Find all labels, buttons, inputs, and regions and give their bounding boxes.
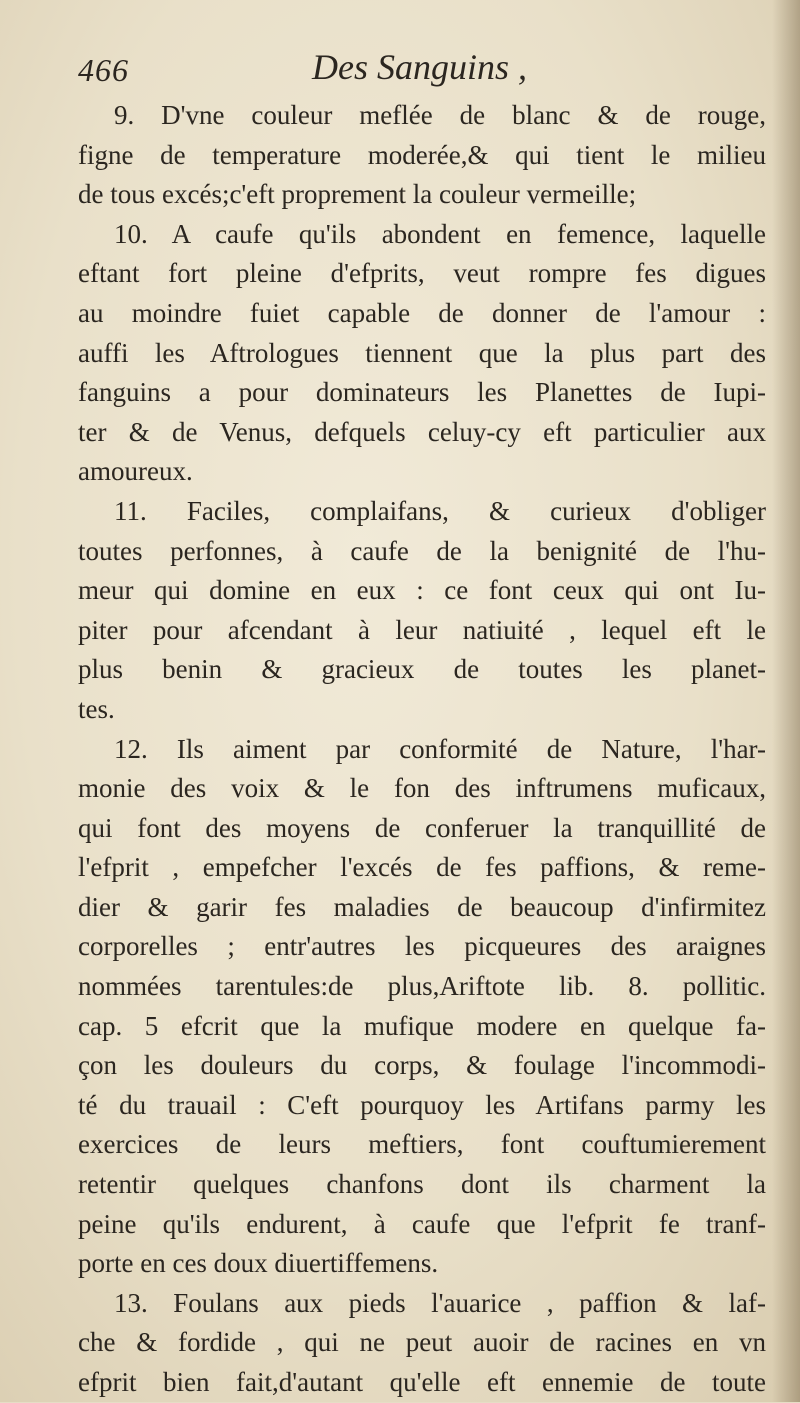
- text-line: corporelles ; entr'autres les picqueures des araignes: [78, 931, 766, 962]
- text-line: toutes perfonnes, à caufe de la benignité de l'hu-: [78, 535, 766, 566]
- text-line: figne de temperature moderée,& qui tient le milieu: [78, 139, 766, 170]
- text-line: piter pour afcendant à leur natiuité , lequel eft le: [78, 614, 766, 645]
- text-line: amoureux.: [78, 456, 193, 487]
- page-edge-shadow: [772, 0, 800, 1402]
- text-line: exercices de leurs meftiers, font couftumierement: [78, 1129, 766, 1160]
- text-line: cap. 5 efcrit que la mufique modere en quelque fa-: [78, 1010, 766, 1041]
- text-line: porte en ces doux diuertiffemens.: [78, 1248, 439, 1279]
- text-line: 13. Foulans aux pieds l'auarice , paffion & laf-: [114, 1287, 766, 1318]
- text-line: au moindre fuiet capable de donner de l'amour :: [78, 297, 766, 328]
- running-head: Des Sanguins ,: [312, 47, 527, 87]
- text-line: 9. D'vne couleur meflée de blanc & de rouge,: [114, 100, 766, 130]
- text-line: peine qu'ils endurent, à caufe que l'efprit fe tranf-: [78, 1208, 766, 1239]
- text-line: 10. A caufe qu'ils abondent en femence, laquelle: [114, 218, 766, 249]
- text-line: auffi les Aftrologues tiennent que la plus part des: [78, 337, 766, 368]
- body-text: [78, 96, 766, 1403]
- text-line: tes.: [78, 693, 115, 724]
- text-line: che & fordide , qui ne peut auoir de racines en vn: [78, 1327, 766, 1358]
- text-line: fanguins a pour dominateurs les Planettes de Iupi-: [78, 377, 766, 408]
- text-line: 12. Ils aiment par conformité de Nature, l'har-: [114, 733, 766, 764]
- text-line: 11. Faciles, complaifans, & curieux d'obliger: [114, 495, 766, 526]
- text-line: qui font des moyens de conferuer la tranquillité de: [78, 812, 766, 843]
- text-line: çon les douleurs du corps, & foulage l'incommodi-: [78, 1050, 766, 1081]
- text-line: meur qui domine en eux : ce font ceux qui ont Iu-: [78, 575, 766, 606]
- text-line: monie des voix & le fon des inftrumens muficaux,: [78, 773, 766, 804]
- text-line: plus benin & gracieux de toutes les planet-: [78, 654, 766, 685]
- text-line: de tous excés;c'eft proprement la couleur vermeille;: [78, 179, 637, 210]
- text-line: eftant fort pleine d'efprits, veut rompre fes digues: [78, 258, 766, 289]
- text-line: té du trauail : C'eft pourquoy les Artifans parmy les: [78, 1089, 766, 1120]
- text-line: l'efprit , empefcher l'excés de fes paffions, & reme-: [78, 852, 766, 883]
- text-line: efprit bien fait,d'autant qu'elle eft ennemie de toute: [78, 1367, 766, 1397]
- page-number: 466: [78, 52, 129, 88]
- text-line: ter & de Venus, defquels celuy-cy eft particulier aux: [78, 416, 766, 447]
- text-line: nommées tarentules:de plus,Ariftote lib. 8. pollitic.: [78, 971, 766, 1002]
- text-line: dier & garir fes maladies de beaucoup d'infirmitez: [78, 891, 766, 922]
- text-line: retentir quelques chanfons dont ils charment la: [78, 1169, 766, 1200]
